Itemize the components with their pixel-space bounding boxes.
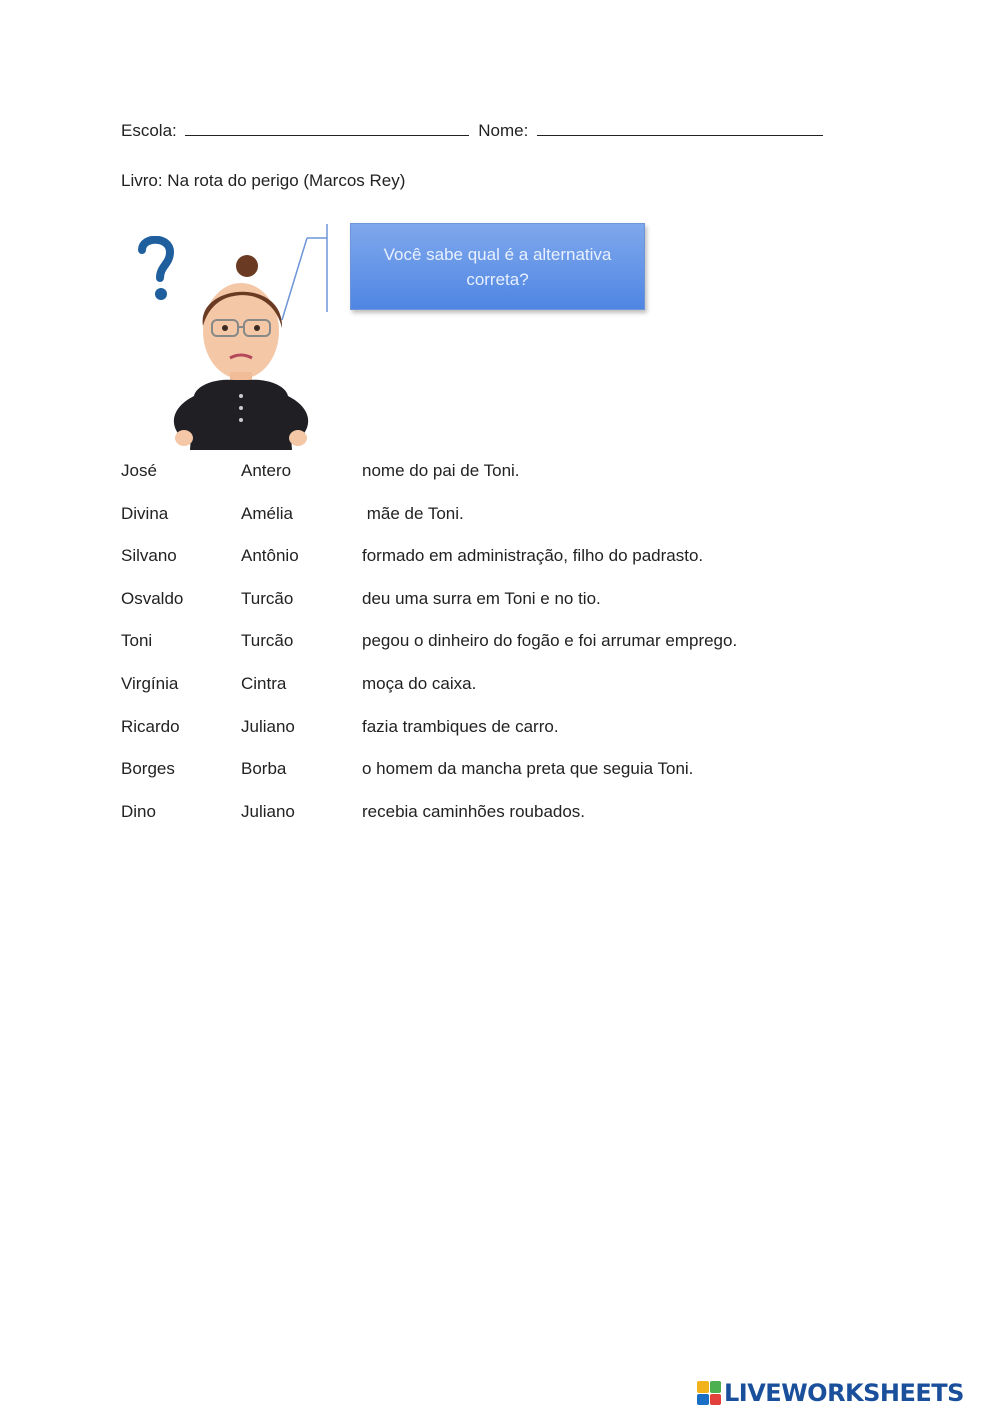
- book-title: Livro: Na rota do perigo (Marcos Rey): [121, 171, 406, 190]
- second-name[interactable]: Amélia: [241, 503, 293, 523]
- question-callout: [350, 223, 645, 310]
- first-name[interactable]: Divina: [121, 503, 169, 523]
- second-name[interactable]: Antero: [241, 461, 292, 480]
- question-mark-icon: [142, 240, 170, 300]
- second-name[interactable]: Juliano: [241, 716, 295, 736]
- callout-pointer: [270, 224, 340, 324]
- second-name[interactable]: Juliano: [241, 801, 295, 821]
- first-name[interactable]: Ricardo: [121, 716, 180, 736]
- description: deu uma surra em Toni e no tio.: [362, 588, 601, 608]
- description: moça do caixa.: [362, 673, 477, 693]
- logo-text: LIVEWORKSHEETS: [724, 1379, 964, 1407]
- description: formado em administração, filho do padrasto.: [362, 546, 704, 566]
- description: mãe de Toni.: [362, 503, 464, 523]
- description: nome do pai de Toni.: [362, 461, 520, 480]
- callout-text: Você sabe qual é a alternativa correta?: [383, 244, 612, 289]
- description: recebia caminhões roubados.: [362, 801, 586, 821]
- description: o homem da mancha preta que seguia Toni.: [362, 759, 694, 779]
- first-name[interactable]: Osvaldo: [121, 588, 184, 608]
- second-name[interactable]: Turcão: [241, 631, 294, 651]
- list-item: [121, 546, 881, 589]
- header-line: [121, 121, 823, 141]
- liveworksheets-logo: [697, 1378, 964, 1408]
- first-name[interactable]: Borges: [121, 759, 175, 779]
- list-item: [121, 504, 881, 547]
- second-name[interactable]: Turcão: [241, 588, 294, 608]
- list-item: [121, 674, 881, 717]
- first-name[interactable]: Virgínia: [121, 673, 179, 693]
- character-list: [121, 461, 881, 844]
- description: fazia trambiques de carro.: [362, 716, 559, 736]
- description: pegou o dinheiro do fogão e foi arrumar emprego.: [362, 631, 738, 651]
- second-name[interactable]: Antônio: [241, 546, 299, 566]
- school-label: Escola:: [121, 121, 177, 140]
- name-label: Nome:: [478, 121, 529, 140]
- list-item: [121, 461, 881, 504]
- first-name[interactable]: Silvano: [121, 546, 177, 566]
- list-item: [121, 717, 881, 760]
- second-name[interactable]: Borba: [241, 759, 287, 779]
- first-name[interactable]: José: [121, 461, 157, 480]
- list-item: [121, 802, 881, 845]
- first-name[interactable]: Toni: [121, 631, 153, 651]
- list-item: [121, 589, 881, 632]
- first-name[interactable]: Dino: [121, 801, 156, 821]
- second-name[interactable]: Cintra: [241, 673, 287, 693]
- list-item: [121, 631, 881, 674]
- liveworksheets-logo-icon: [697, 1381, 721, 1405]
- school-field[interactable]: [185, 121, 469, 136]
- name-field[interactable]: [537, 121, 823, 136]
- list-item: [121, 759, 881, 802]
